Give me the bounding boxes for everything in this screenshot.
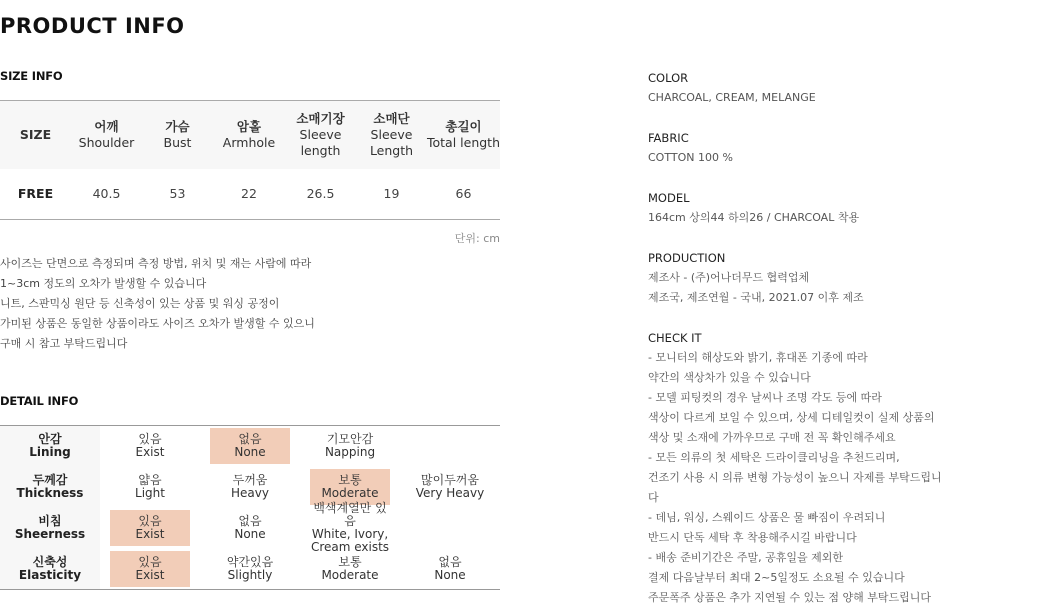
detail-option xyxy=(410,551,490,587)
size-table xyxy=(0,100,500,220)
size-note-line: 가미된 상품은 동일한 상품이라도 사이즈 오차가 발생할 수 있으니 xyxy=(0,317,315,330)
detail-option-ko: 두꺼움 xyxy=(232,473,268,487)
detail-option-ko: 백색계열만 있음 xyxy=(313,501,387,528)
model-value: 164cm 상의44 하의26 / CHARCOAL 착용 xyxy=(648,211,860,224)
detail-row xyxy=(0,549,500,590)
detail-option-ko: 있음 xyxy=(138,514,162,528)
sleeve-length-header-cell xyxy=(285,101,356,169)
detail-option-ko: 얇음 xyxy=(138,473,162,487)
armhole-header-ko: 암홀 xyxy=(236,118,262,134)
sleeve-length-value: 26.5 xyxy=(306,186,335,202)
size-header-cell xyxy=(0,101,71,169)
size-table-header-row xyxy=(0,101,500,169)
detail-option-en: Exist xyxy=(135,527,165,541)
detail-label-ko: 신축성 xyxy=(32,554,68,569)
detail-row-label xyxy=(0,549,100,590)
detail-option xyxy=(310,428,390,464)
detail-row xyxy=(0,426,500,467)
size-header-ko: SIZE xyxy=(19,126,52,142)
detail-option-en: Exist xyxy=(135,567,165,582)
detail-option-en: Heavy xyxy=(231,486,269,500)
detail-option-cell xyxy=(200,467,300,508)
unit-note: 단위: cm xyxy=(454,232,500,245)
bust-header-ko: 가슴 xyxy=(165,118,190,134)
detail-label-en: Lining xyxy=(29,445,71,460)
armhole-header-en: Armhole xyxy=(222,134,276,150)
detail-option xyxy=(310,501,390,554)
fabric-value: COTTON 100 % xyxy=(648,151,733,164)
detail-option xyxy=(210,551,290,587)
detail-option-ko: 있음 xyxy=(138,554,162,569)
sleeve-end-value: 19 xyxy=(383,186,400,202)
check-it-line: 주문폭주 상품은 추가 지연될 수 있는 점 양해 부탁드립니다 xyxy=(648,591,931,604)
detail-option-ko: 보통 xyxy=(338,473,362,487)
size-note-line: 사이즈는 단면으로 측정되며 측정 방법, 위치 및 재는 사람에 따라 xyxy=(0,257,312,270)
total-length-header-en: Total length xyxy=(427,134,501,150)
detail-option-cell xyxy=(200,549,300,590)
detail-option-en: Slightly xyxy=(227,567,273,582)
color-value: CHARCOAL, CREAM, MELANGE xyxy=(648,91,816,104)
check-it-line: 약간의 색상차가 있을 수 있습니다 xyxy=(648,371,811,384)
detail-option-ko: 없음 xyxy=(238,432,262,447)
check-it-line: 색상이 다르게 보일 수 있으며, 상세 디테일컷이 실제 상품의 xyxy=(648,411,935,424)
size-info-title: SIZE INFO xyxy=(0,69,63,83)
detail-option-cell xyxy=(400,549,500,590)
bust-header-en: Bust xyxy=(163,134,192,150)
check-it-line: 색상 및 소재에 가까우므로 구매 전 꼭 확인해주세요 xyxy=(648,431,896,444)
armhole-value: 22 xyxy=(241,186,257,202)
production-line: 제조국, 제조연월 - 국내, 2021.07 이후 제조 xyxy=(648,291,864,304)
detail-row-label xyxy=(0,426,100,467)
detail-option-en: None xyxy=(234,445,266,460)
detail-option-ko: 많이두꺼움 xyxy=(421,473,479,487)
total-length-header-cell xyxy=(427,101,500,169)
detail-option xyxy=(410,510,490,546)
detail-info-title: DETAIL INFO xyxy=(0,394,79,408)
check-it-line: 건조기 사용 시 의류 변형 가능성이 높으니 자제를 부탁드립니 xyxy=(648,471,942,484)
size-table-row xyxy=(0,169,500,220)
detail-option-ko: 약간있음 xyxy=(226,554,274,569)
detail-label-ko: 두께감 xyxy=(32,473,68,487)
check-it-line: - 모든 의류의 첫 세탁은 드라이클리닝을 추천드리며, xyxy=(648,451,900,464)
size-notes xyxy=(0,254,315,354)
size-note-line: 구매 시 참고 부탁드립니다 xyxy=(0,337,128,350)
detail-option-en: Napping xyxy=(324,445,376,460)
production-label: PRODUCTION xyxy=(648,251,726,265)
model-label: MODEL xyxy=(648,191,690,205)
armhole-header-cell xyxy=(213,101,285,169)
size-row-label: FREE xyxy=(17,186,54,202)
check-it-block xyxy=(648,328,942,608)
shoulder-header-cell xyxy=(71,101,142,169)
detail-row-label xyxy=(0,508,100,549)
detail-label-en: Thickness xyxy=(16,486,84,500)
color-block xyxy=(648,68,816,108)
bust-header-cell xyxy=(142,101,213,169)
detail-option-selected xyxy=(210,428,290,464)
shoulder-header-en: Shoulder xyxy=(78,134,135,150)
sleeve-end-header-cell xyxy=(356,101,427,169)
detail-option-cell xyxy=(300,549,400,590)
detail-label-ko: 비침 xyxy=(38,514,62,528)
detail-label-ko: 안감 xyxy=(38,432,62,447)
sleeve-end-header-en: Sleeve Length xyxy=(369,126,414,158)
shoulder-value: 40.5 xyxy=(92,186,121,202)
detail-option-cell xyxy=(300,501,400,554)
detail-option-selected xyxy=(310,469,390,505)
detail-option xyxy=(110,428,190,464)
production-line: 제조사 - (주)어나더무드 협력업체 xyxy=(648,271,810,284)
detail-table xyxy=(0,425,500,590)
detail-option xyxy=(110,469,190,505)
check-it-label: CHECK IT xyxy=(648,331,702,345)
detail-option-en: White, Ivory, Cream exists xyxy=(310,527,390,554)
detail-option xyxy=(310,551,390,587)
detail-label-en: Sheerness xyxy=(14,527,86,541)
detail-option-cell xyxy=(100,549,200,590)
fabric-block xyxy=(648,128,733,168)
model-block xyxy=(648,188,859,228)
total-length-header-ko: 총길이 xyxy=(445,118,482,134)
color-label: COLOR xyxy=(648,71,689,85)
detail-option-ko: 있음 xyxy=(138,432,162,447)
detail-option xyxy=(410,428,490,464)
detail-option-ko: 없음 xyxy=(238,514,262,528)
sleeve-end-header-ko: 소매단 xyxy=(373,110,410,126)
detail-option-en: None xyxy=(434,567,466,582)
sleeve-length-header-ko: 소매기장 xyxy=(296,110,345,126)
check-it-line: - 모델 피팅컷의 경우 날씨나 조명 각도 등에 따라 xyxy=(648,391,882,404)
detail-option-selected xyxy=(110,510,190,546)
page-title: PRODUCT INFO xyxy=(0,14,185,38)
detail-option-en: Very Heavy xyxy=(415,486,485,500)
check-it-line: - 모니터의 해상도와 밝기, 휴대폰 기종에 따라 xyxy=(648,351,868,364)
production-block xyxy=(648,248,864,308)
size-note-line: 니트, 스판믹싱 원단 등 신축성이 있는 상품 및 워싱 공정이 xyxy=(0,297,280,310)
detail-option-ko: 기모안감 xyxy=(326,432,374,447)
sleeve-length-header-en: Sleeve length xyxy=(299,126,342,158)
check-it-line: - 배송 준비기간은 주말, 공휴일을 제외한 xyxy=(648,551,843,564)
detail-option xyxy=(210,469,290,505)
detail-option-en: Moderate xyxy=(321,486,379,500)
detail-option-en: Moderate xyxy=(321,567,379,582)
shoulder-header-ko: 어깨 xyxy=(94,118,119,134)
detail-option-cell xyxy=(400,426,500,467)
detail-option-cell xyxy=(400,467,500,508)
check-it-line: 반드시 단독 세탁 후 착용해주시길 바랍니다 xyxy=(648,531,857,544)
detail-option-en: None xyxy=(234,527,266,541)
total-length-value: 66 xyxy=(455,186,472,202)
fabric-label: FABRIC xyxy=(648,131,689,145)
detail-option-ko: 없음 xyxy=(438,554,462,569)
detail-option-cell xyxy=(200,508,300,549)
detail-option-cell xyxy=(100,467,200,508)
detail-option xyxy=(210,510,290,546)
detail-option-en: Exist xyxy=(135,445,165,460)
detail-option-ko: 보통 xyxy=(338,554,362,569)
check-it-line: 결제 다음날부터 최대 2~5일정도 소요될 수 있습니다 xyxy=(648,571,905,584)
check-it-line: 다 xyxy=(648,491,659,504)
size-note-line: 1~3cm 정도의 오차가 발생할 수 있습니다 xyxy=(0,277,207,290)
detail-label-en: Elasticity xyxy=(18,567,82,582)
detail-option-cell xyxy=(100,508,200,549)
check-it-line: - 데님, 워싱, 스웨이드 상품은 물 빠짐이 우려되니 xyxy=(648,511,886,524)
detail-option-cell xyxy=(200,426,300,467)
detail-option-cell xyxy=(400,508,500,549)
detail-option-cell xyxy=(100,426,200,467)
detail-option-selected xyxy=(110,551,190,587)
detail-option-cell xyxy=(300,426,400,467)
detail-option xyxy=(410,469,490,505)
detail-option-en: Light xyxy=(135,486,165,500)
detail-row xyxy=(0,467,500,508)
detail-row xyxy=(0,508,500,549)
bust-value: 53 xyxy=(169,186,186,202)
detail-row-label xyxy=(0,467,100,508)
